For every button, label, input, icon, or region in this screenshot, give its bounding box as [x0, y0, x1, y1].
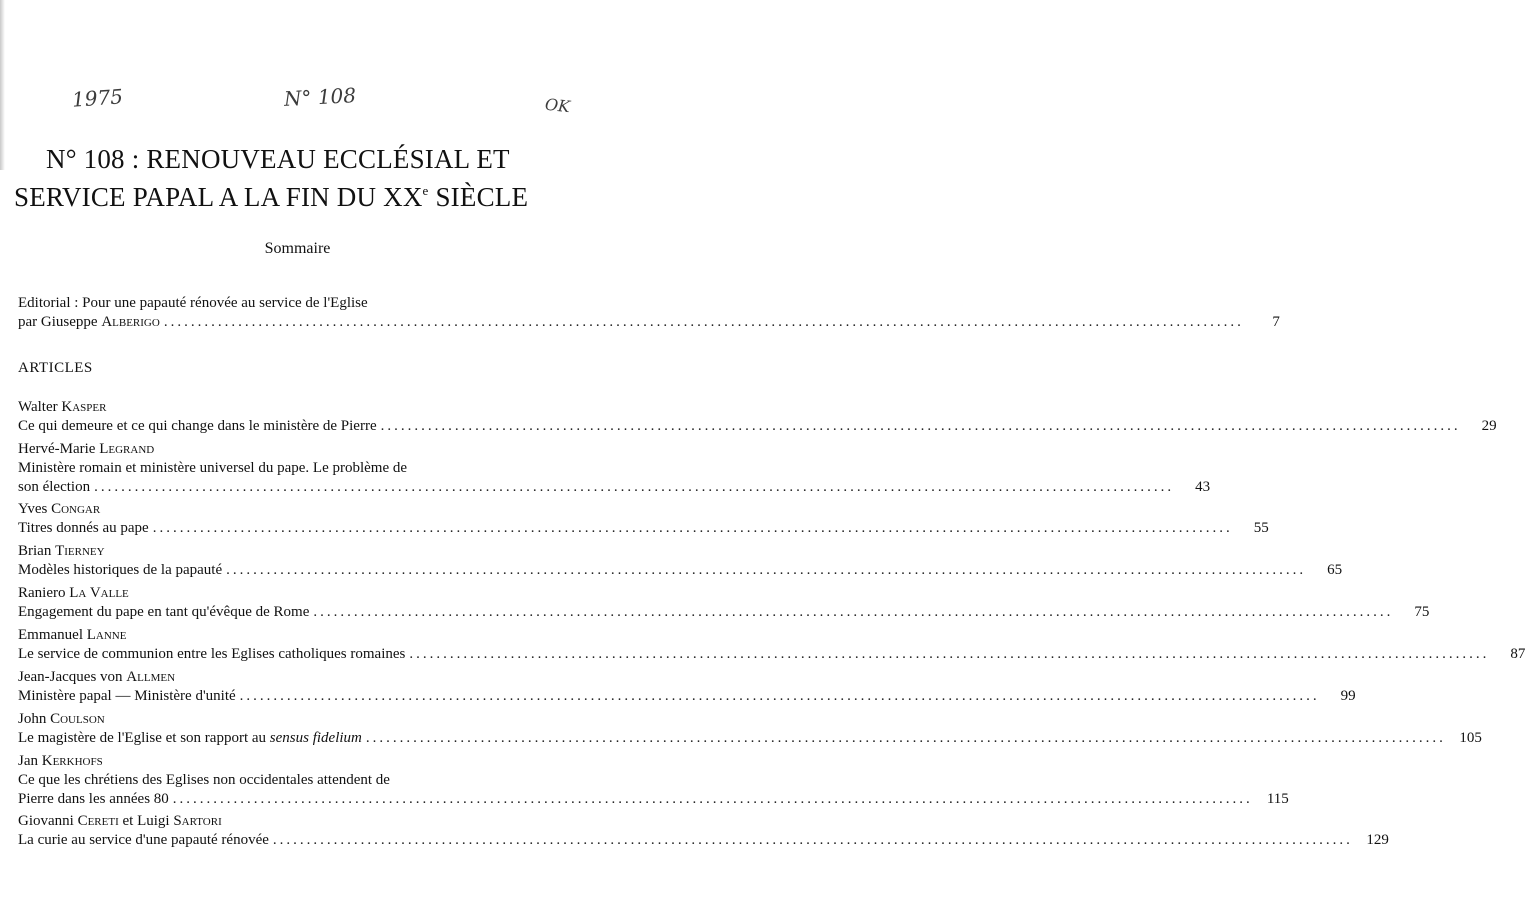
- issue-title-line1: N° 108 : RENOUVEAU ECCLÉSIAL ET: [46, 144, 510, 174]
- article-title-text: Le service de communion entre les Eglises catholiques romaines: [18, 646, 406, 662]
- page-number: 55: [1253, 520, 1269, 536]
- article-title-text: Pierre dans les années 80: [18, 791, 169, 807]
- author-surname: Kerkhofs: [41, 753, 103, 769]
- page-number: 115: [1266, 791, 1289, 807]
- page-number: 129: [1366, 832, 1389, 848]
- editorial-title: Editorial : Pour une papauté rénovée au service de l'Eglise: [18, 295, 368, 311]
- article-title-text: La curie au service d'une papauté rénovée: [18, 832, 269, 848]
- author-surname: Congar: [51, 501, 101, 517]
- leader-dots: [273, 831, 1353, 850]
- page-number: 43: [1195, 479, 1211, 495]
- article-title: [18, 687, 236, 706]
- article-title: [18, 645, 405, 664]
- article-title-line: Ministère romain et ministère universel du pape. Le problème de: [18, 460, 408, 476]
- article-entry: [18, 398, 1497, 436]
- article-title: [18, 603, 309, 622]
- article-title-row: [18, 645, 1525, 664]
- article-title-text: Le magistère de l'Eglise et son rapport au: [18, 730, 270, 746]
- author-surname: Cereti: [77, 813, 119, 829]
- article-entry: [18, 500, 1269, 538]
- author-first-name: John: [18, 711, 51, 727]
- leader-dots: [409, 645, 1489, 664]
- handwritten-ok-mark: OK: [544, 94, 572, 117]
- article-title: [18, 519, 149, 538]
- leader-dots: [381, 417, 1461, 436]
- leader-dots: [173, 790, 1253, 809]
- leader-dots: [313, 603, 1393, 622]
- editorial-author-surname: Alberigo: [101, 314, 160, 330]
- author-first-name: Walter: [18, 399, 62, 415]
- article-title-row: [18, 687, 1356, 706]
- article-author: [18, 710, 584, 729]
- leader-dots: [94, 478, 1174, 497]
- article-author: [18, 626, 584, 645]
- article-title-italic: sensus fidelium: [269, 730, 362, 746]
- leader-dots: [240, 687, 1320, 706]
- issue-title-line2: SERVICE PAPAL A LA FIN DU XXe SIÈCLE: [14, 182, 529, 212]
- article-author: [18, 398, 584, 417]
- article-entry: [18, 584, 1430, 622]
- author-first-name: Brian: [18, 543, 56, 559]
- issue-title: [14, 143, 589, 213]
- author-surname: Sartori: [173, 813, 222, 829]
- author-surname: Coulson: [50, 711, 105, 727]
- article-title-text: Ministère papal — Ministère d'unité: [18, 688, 236, 704]
- article-title: [18, 790, 169, 809]
- page-number: 65: [1327, 562, 1343, 578]
- article-title: [18, 831, 269, 850]
- article-author: [18, 542, 584, 561]
- article-title-row: [18, 729, 1482, 748]
- article-title-row: [18, 417, 1497, 436]
- leader-dots: [153, 519, 1233, 538]
- article-entry: [18, 812, 1389, 850]
- author-first-name: Raniero: [18, 585, 70, 601]
- handwritten-issue-number: N° 108: [283, 83, 357, 111]
- author-surname: Legrand: [99, 441, 155, 457]
- article-title-row: [18, 478, 1211, 497]
- author-surname: Lanne: [86, 627, 127, 643]
- author-surname: Tierney: [55, 543, 105, 559]
- article-title-row: [18, 603, 1430, 622]
- editorial-entry: [18, 294, 1280, 332]
- author-surname: Allmen: [126, 669, 176, 685]
- page-number: 99: [1340, 688, 1356, 704]
- author-first-name: Jean-Jacques von: [18, 669, 127, 685]
- article-title: [18, 561, 222, 580]
- article-title-text: son élection: [18, 479, 91, 495]
- leader-dots: [226, 561, 1306, 580]
- article-entry: [18, 752, 1289, 809]
- article-title-row: [18, 519, 1269, 538]
- article-title-line: Ce que les chrétiens des Eglises non occidentales attendent de: [18, 772, 390, 788]
- sommaire-heading: Sommaire: [264, 240, 331, 257]
- article-title-text: Engagement du pape en tant qu'évêque de Rome: [18, 604, 310, 620]
- article-author: [18, 440, 584, 459]
- author-first-name: Jan: [18, 753, 42, 769]
- article-title-row: [18, 790, 1289, 809]
- article-entry: [18, 542, 1343, 580]
- page-number: 7: [1272, 314, 1280, 330]
- article-author: [18, 752, 584, 771]
- author-first-name: Yves: [18, 501, 52, 517]
- article-entry: [18, 710, 1482, 748]
- article-title: [18, 417, 377, 436]
- leader-dots: [366, 729, 1446, 748]
- handwritten-year: 1975: [71, 84, 124, 112]
- author-surname: La Valle: [69, 585, 129, 601]
- page-number: 105: [1459, 730, 1482, 746]
- article-title: [18, 729, 362, 748]
- page-number: 87: [1510, 646, 1525, 662]
- author-first-name: et Luigi: [118, 813, 174, 829]
- article-author: [18, 584, 584, 603]
- article-entry: [18, 668, 1356, 706]
- article-author: [18, 668, 584, 687]
- article-title-row: [18, 831, 1389, 850]
- author-first-name: Hervé-Marie: [18, 441, 100, 457]
- author-first-name: Giovanni: [18, 813, 78, 829]
- article-title: [18, 478, 90, 497]
- article-entry: [18, 440, 1211, 497]
- page-number: 29: [1481, 418, 1497, 434]
- article-title-text: Titres donnés au pape: [18, 520, 149, 536]
- article-author: [18, 500, 584, 519]
- article-author: [18, 812, 584, 831]
- scan-edge-shadow: [0, 0, 5, 170]
- article-title-text: Ce qui demeure et ce qui change dans le ministère de Pierre: [18, 418, 377, 434]
- article-entry: [18, 626, 1525, 664]
- author-first-name: Emmanuel: [18, 627, 87, 643]
- page-number: 75: [1414, 604, 1430, 620]
- author-surname: Kasper: [61, 399, 107, 415]
- article-title-row: [18, 561, 1343, 580]
- article-title-text: Modèles historiques de la papauté: [18, 562, 223, 578]
- leader-dots: [164, 313, 1244, 332]
- editorial-byline: par Giuseppe Alberigo ..... 7: [18, 313, 584, 332]
- articles-heading: ARTICLES: [18, 360, 93, 376]
